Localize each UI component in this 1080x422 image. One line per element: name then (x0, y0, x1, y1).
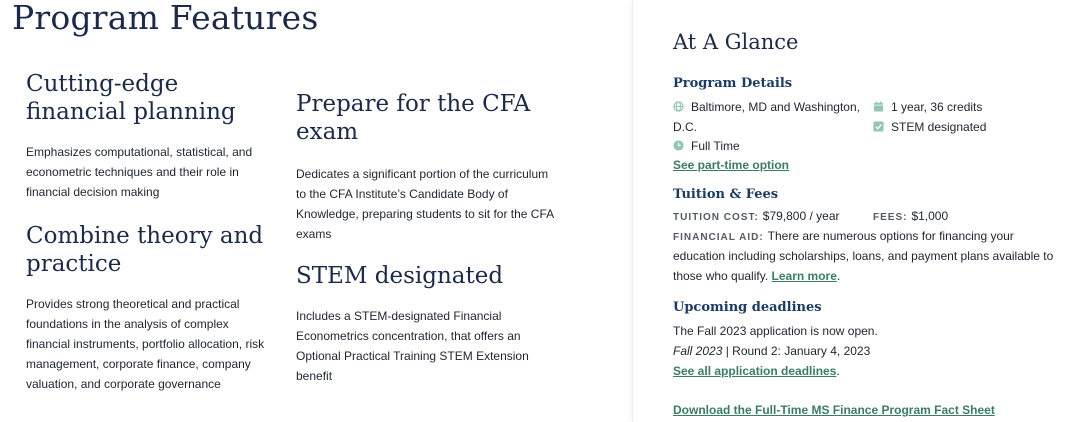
fees-row (873, 206, 948, 228)
financial-aid-text-3: those who qualify. (673, 269, 769, 283)
all-deadlines-row (673, 361, 840, 381)
financial-aid-row-3 (673, 266, 840, 286)
checkbox-icon (873, 121, 884, 132)
financial-aid-text-2: education including scholarships, loans, and payment plans available to (673, 249, 1054, 263)
feature-title: Combine theory and practice (26, 223, 264, 277)
globe-icon (673, 101, 684, 112)
feature-financial-planning (26, 70, 274, 202)
feature-title: STEM designated (296, 263, 504, 289)
feature-text: Includes a STEM-designated Financial Econometrics concentration, that offers an Optional Practical Training STEM Extension benefit (296, 309, 529, 383)
feature-text: Dedicates a significant portion of the curriculum to the CFA Institute’s Candidate Body of Knowledge, preparing students to sit for the CFA exams (296, 167, 554, 241)
schedule-text: Full Time (691, 139, 740, 153)
tuition-cost-row (673, 206, 840, 228)
program-details-heading: Program Details (673, 76, 793, 91)
tuition-fees-heading: Tuition & Fees (673, 187, 779, 202)
download-row (673, 400, 995, 420)
feature-stem-designated (296, 262, 554, 386)
location-row (673, 99, 873, 115)
stem-text: STEM designated (891, 120, 987, 134)
stem-row (873, 119, 986, 135)
duration-row (873, 99, 982, 115)
learn-more-period: . (836, 269, 841, 283)
deadline-term: Fall 2023 (673, 344, 723, 358)
upcoming-deadlines-heading: Upcoming deadlines (673, 300, 822, 315)
tuition-cost-label: TUITION COST: (673, 212, 759, 223)
location-text: Baltimore, MD and Washington, (691, 100, 860, 114)
financial-aid-row (673, 226, 1014, 248)
part-time-row (673, 157, 789, 173)
location-text-continued: D.C. (673, 120, 697, 134)
schedule-row (673, 138, 740, 154)
financial-aid-label: FINANCIAL AID: (673, 232, 764, 243)
fees-value: $1,000 (911, 209, 949, 223)
duration-text: 1 year, 36 credits (891, 100, 983, 114)
feature-theory-practice (26, 222, 274, 394)
financial-aid-text: There are numerous options for financing your (767, 229, 1014, 243)
feature-text: Emphasizes computational, statistical, and econometric techniques and their role in financial decision making (26, 145, 253, 199)
learn-more-link[interactable]: Learn more (771, 269, 837, 283)
all-deadlines-link[interactable]: See all application deadlines (673, 364, 837, 378)
page-title: Program Features (12, 0, 319, 37)
fees-label: FEES: (873, 212, 908, 223)
part-time-option-link[interactable]: See part-time option (673, 158, 790, 172)
application-open-text: The Fall 2023 application is now open. (673, 324, 878, 338)
feature-cfa-exam (296, 90, 554, 244)
deadline-round: | Round 2: January 4, 2023 (722, 344, 871, 358)
deadline-row (673, 341, 870, 361)
feature-text: Provides strong theoretical and practical foundations in the analysis of complex financial instruments, portfolio allocation, risk management, corporate finance, company valuation, and corporate governance (26, 297, 265, 391)
at-a-glance-panel (632, 0, 1080, 422)
download-fact-sheet-link[interactable]: Download the Full-Time MS Finance Program Fact Sheet (673, 403, 995, 417)
feature-title: Cutting-edge financial planning (26, 71, 236, 125)
calendar-icon (873, 101, 884, 112)
feature-title: Prepare for the CFA exam (296, 91, 531, 145)
application-open-row (673, 321, 878, 341)
financial-aid-row-2 (673, 246, 1053, 266)
all-deadlines-period: . (836, 364, 840, 378)
tuition-cost-value: $79,800 / year (762, 209, 840, 223)
glance-title: At A Glance (673, 30, 799, 54)
location-row-continued (673, 119, 697, 135)
clock-icon (673, 140, 684, 151)
